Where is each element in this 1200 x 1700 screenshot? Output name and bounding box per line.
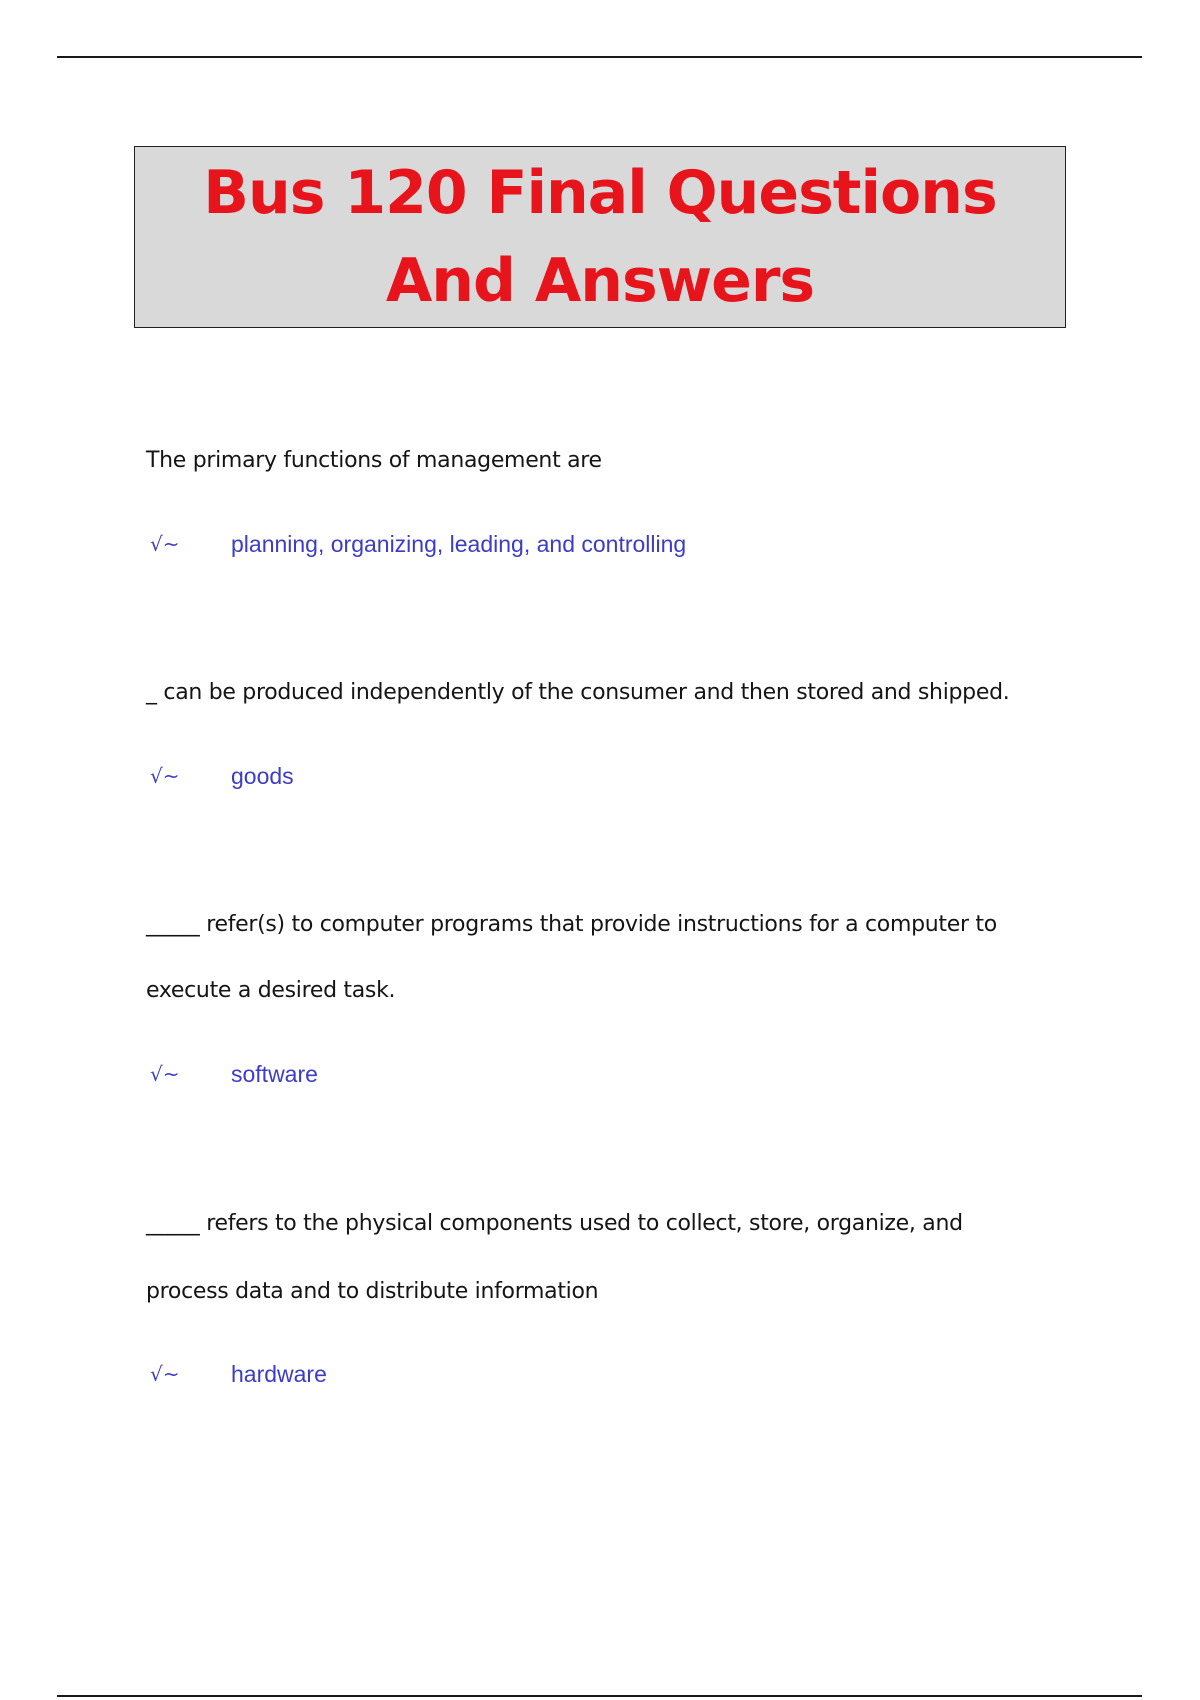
check-icon: √~ (150, 1362, 180, 1386)
question-4: _____ refers to the physical components used to collect, store, organize, and process data and to distribute information (146, 1211, 963, 1304)
page-title: Bus 120 Final Questions And Answers (203, 158, 997, 316)
answer-text: planning, organizing, leading, and controlling (231, 530, 687, 557)
question-1: The primary functions of management are (146, 448, 602, 473)
footer-rule (57, 1695, 1142, 1697)
answer-text: software (231, 1060, 318, 1087)
answer-4 (150, 1357, 327, 1391)
header-rule (57, 56, 1142, 58)
check-icon: √~ (150, 764, 180, 788)
answer-text: hardware (231, 1360, 327, 1387)
check-icon: √~ (150, 532, 180, 556)
answer-2 (150, 759, 294, 793)
answer-3 (150, 1057, 318, 1091)
check-icon: √~ (150, 1062, 180, 1086)
answer-text: goods (231, 762, 294, 789)
answer-1 (150, 527, 686, 561)
question-3: _____ refer(s) to computer programs that provide instructions for a computer to execute a desired task. (146, 912, 997, 1003)
title-banner (134, 146, 1066, 328)
question-2: _ can be produced independently of the consumer and then stored and shipped. (146, 680, 1010, 705)
